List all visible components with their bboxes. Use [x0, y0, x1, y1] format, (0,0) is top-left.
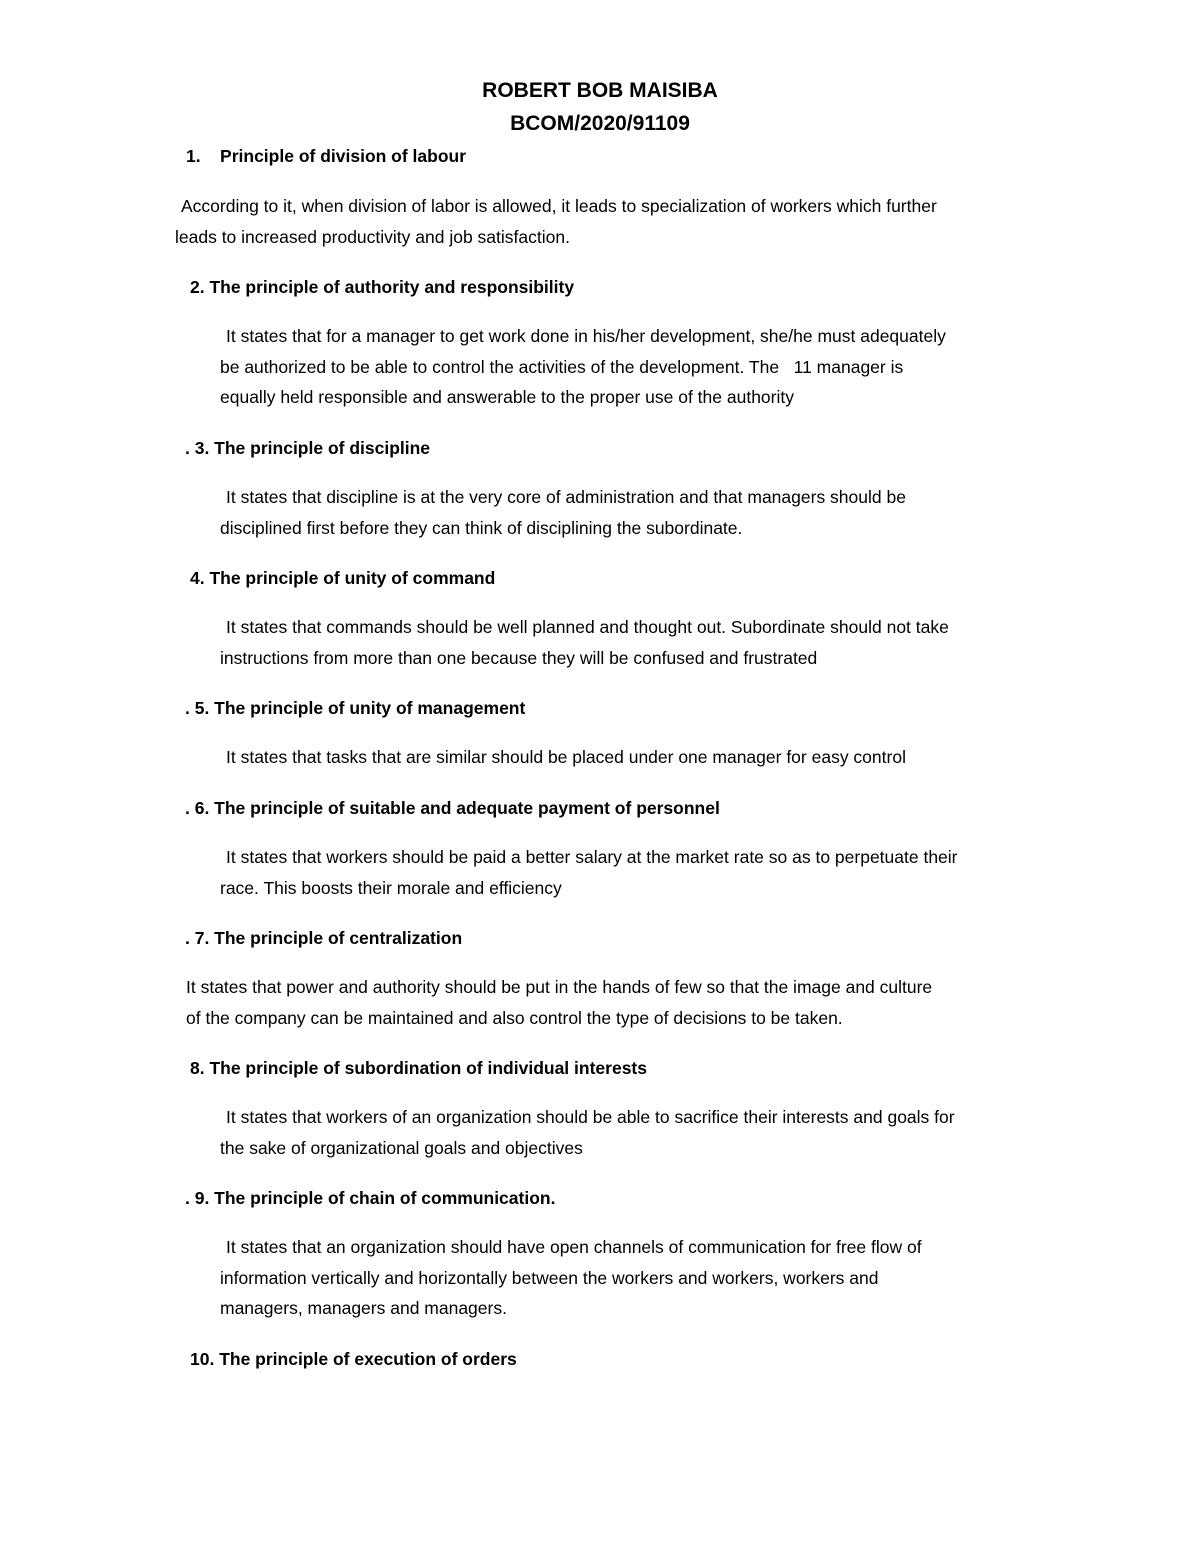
- paragraph-line: be authorized to be able to control the activities of the development. The 11 manager is: [220, 357, 904, 377]
- section-heading: 10. The principle of execution of orders: [190, 1349, 517, 1369]
- paragraph-line: managers, managers and managers.: [220, 1298, 507, 1318]
- paragraph-line: It states that an organization should have open channels of communication for free flow of: [226, 1237, 922, 1257]
- paragraph-line: It states that power and authority should be put in the hands of few so that the image and culture: [186, 977, 933, 997]
- paragraph-line: It states that commands should be well planned and thought out. Subordinate should not take: [226, 617, 949, 637]
- paragraph-line: the sake of organizational goals and objectives: [220, 1138, 583, 1158]
- paragraph-line: equally held responsible and answerable to the proper use of the authority: [220, 387, 794, 407]
- paragraph-line: information vertically and horizontally between the workers and workers, workers and: [220, 1268, 879, 1288]
- paragraph-line: race. This boosts their morale and efficiency: [220, 878, 562, 898]
- paragraph-line: It states that workers of an organization should be able to sacrifice their interests and goals for: [226, 1107, 955, 1127]
- paragraph-line: It states that tasks that are similar should be placed under one manager for easy control: [226, 747, 906, 767]
- section-heading: 2. The principle of authority and responsibility: [190, 277, 575, 297]
- paragraph-line: instructions from more than one because they will be confused and frustrated: [220, 648, 818, 668]
- section-heading: 8. The principle of subordination of individual interests: [190, 1058, 647, 1078]
- paragraph-line: It states that workers should be paid a better salary at the market rate so as to perpetuate their: [226, 847, 958, 867]
- section-heading: . 9. The principle of chain of communication.: [185, 1188, 556, 1208]
- paragraph-line: It states that for a manager to get work done in his/her development, she/he must adequately: [226, 326, 946, 346]
- section-heading: . 5. The principle of unity of management: [185, 698, 526, 718]
- paragraph-line: According to it, when division of labor is allowed, it leads to specialization of workers which further: [181, 196, 937, 216]
- paragraph-line: disciplined first before they can think of disciplining the subordinate.: [220, 518, 743, 538]
- paragraph-line: of the company can be maintained and also control the type of decisions to be taken.: [186, 1008, 843, 1028]
- section-heading: 4. The principle of unity of command: [190, 568, 496, 588]
- section-heading: . 6. The principle of suitable and adequate payment of personnel: [185, 798, 720, 818]
- registration-number: BCOM/2020/91109: [510, 112, 690, 135]
- section-heading: 1. Principle of division of labour: [186, 146, 467, 166]
- section-heading: . 7. The principle of centralization: [185, 928, 463, 948]
- paragraph-line: leads to increased productivity and job satisfaction.: [175, 227, 570, 247]
- author-name: ROBERT BOB MAISIBA: [482, 79, 718, 102]
- paragraph-line: It states that discipline is at the very core of administration and that managers should be: [226, 487, 906, 507]
- section-heading: . 3. The principle of discipline: [185, 438, 431, 458]
